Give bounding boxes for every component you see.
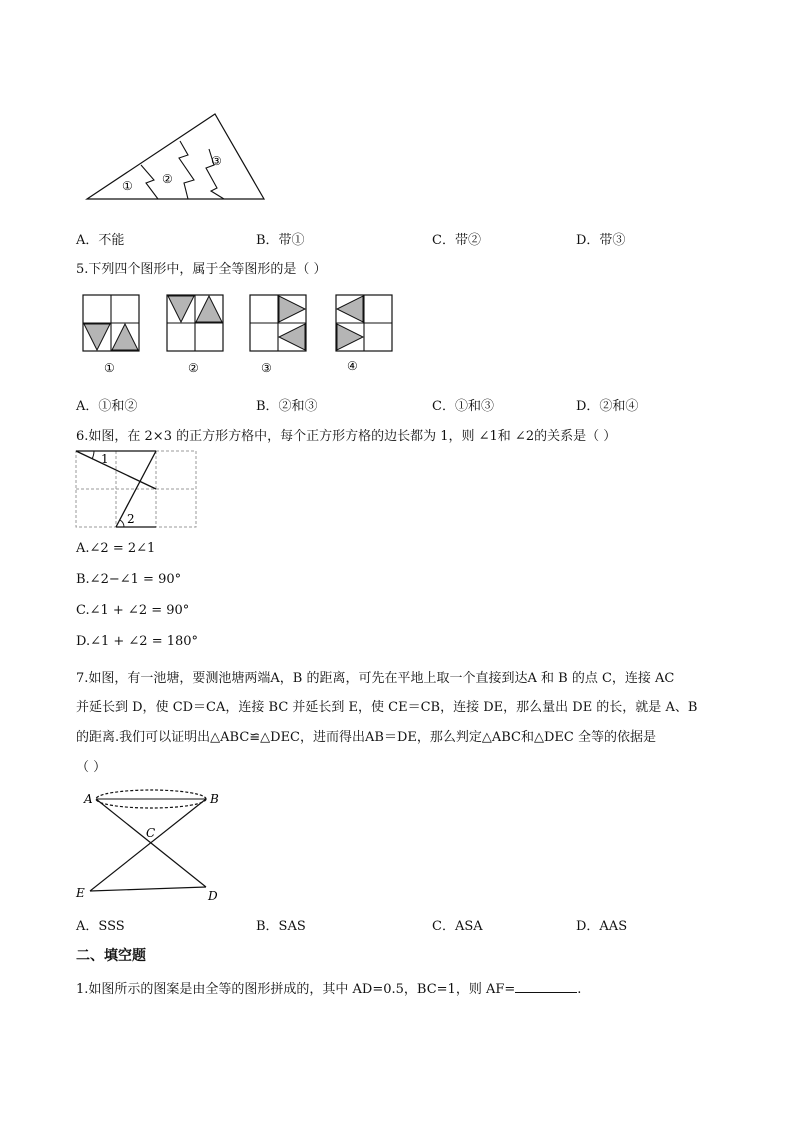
q7-stem-line-4: （ ） bbox=[76, 760, 107, 775]
q7-point-d: D bbox=[208, 889, 218, 903]
q7-point-e: E bbox=[76, 886, 85, 900]
q7-point-b: B bbox=[210, 792, 219, 806]
q5-figure-2 bbox=[167, 295, 223, 375]
fill-q1-text: 1.如图所示的图案是由全等的图形拼成的，其中 AD=0.5，BC=1，则 AF= bbox=[76, 982, 516, 997]
q6-angle-2-label: 2 bbox=[127, 512, 135, 526]
q5-option-b[interactable]: B．②和③ bbox=[256, 399, 318, 414]
q7-option-b[interactable]: B．SAS bbox=[256, 919, 306, 934]
q6-option-b[interactable]: B.∠2−∠1 = 90° bbox=[76, 572, 182, 587]
q7-stem-line-3: 的距离.我们可以证明出△ABC≌△DEC，进而得出AB＝DE，那么判定△ABC和△DEC 全等的依据是 bbox=[76, 730, 656, 745]
q5-label-1: ① bbox=[104, 361, 115, 375]
q5-figure-3 bbox=[250, 295, 306, 375]
q4-option-d[interactable]: D．带③ bbox=[576, 233, 626, 248]
q4-option-b[interactable]: B．带① bbox=[256, 233, 305, 248]
q4-option-a[interactable]: A．不能 bbox=[76, 233, 125, 248]
q7-stem-line-2: 并延长到 D，使 CD＝CA，连接 BC 并延长到 E，使 CE＝CB，连接 DE，那么量出 DE 的长，就是 A、B bbox=[76, 700, 698, 715]
q7-point-c: C bbox=[146, 826, 156, 840]
q5-figure-4 bbox=[336, 295, 392, 373]
q7-point-a: A bbox=[84, 792, 93, 806]
fill-q1-answer-blank[interactable] bbox=[515, 980, 577, 993]
fill-q1-end: . bbox=[577, 982, 582, 997]
q4-triangle-figure bbox=[84, 108, 269, 203]
fill-q1 bbox=[76, 978, 581, 997]
q6-grid-figure bbox=[74, 449, 200, 531]
q7-stem-line-1: 7.如图，有一池塘，要测池塘两端A，B 的距离，可先在平地上取一个直接到达A 和 B 的点 C，连接 AC bbox=[76, 671, 675, 686]
q5-option-d[interactable]: D．②和④ bbox=[576, 399, 639, 414]
q5-label-4: ④ bbox=[347, 359, 358, 373]
q5-figure-1 bbox=[83, 295, 139, 375]
q7-option-d[interactable]: D．AAS bbox=[576, 919, 628, 934]
q4-label-2: ② bbox=[162, 172, 173, 186]
section-2-title: 二、填空题 bbox=[76, 948, 146, 964]
q5-figures bbox=[80, 292, 398, 380]
q7-pond-figure bbox=[76, 784, 230, 906]
q4-label-3: ③ bbox=[211, 154, 222, 168]
q6-option-c[interactable]: C.∠1 + ∠2 = 90° bbox=[76, 603, 190, 618]
q5-stem: 5.下列四个图形中，属于全等图形的是（ ） bbox=[76, 262, 327, 277]
q6-option-d[interactable]: D.∠1 + ∠2 = 180° bbox=[76, 634, 199, 649]
q6-angle-1-label: 1 bbox=[101, 452, 109, 466]
q6-option-a[interactable]: A.∠2 = 2∠1 bbox=[76, 541, 156, 556]
q5-label-2: ② bbox=[188, 361, 199, 375]
q6-stem: 6.如图，在 2×3 的正方形方格中，每个正方形方格的边长都为 1，则 ∠1和 ∠2的关系是（ ） bbox=[76, 429, 617, 444]
q5-label-3: ③ bbox=[261, 361, 272, 375]
q4-option-c[interactable]: C．带② bbox=[432, 233, 481, 248]
q7-option-a[interactable]: A．SSS bbox=[76, 919, 125, 934]
q5-option-a[interactable]: A．①和② bbox=[76, 399, 138, 414]
q7-option-c[interactable]: C．ASA bbox=[432, 919, 483, 934]
q5-option-c[interactable]: C．①和③ bbox=[432, 399, 494, 414]
q4-label-1: ① bbox=[122, 179, 133, 193]
